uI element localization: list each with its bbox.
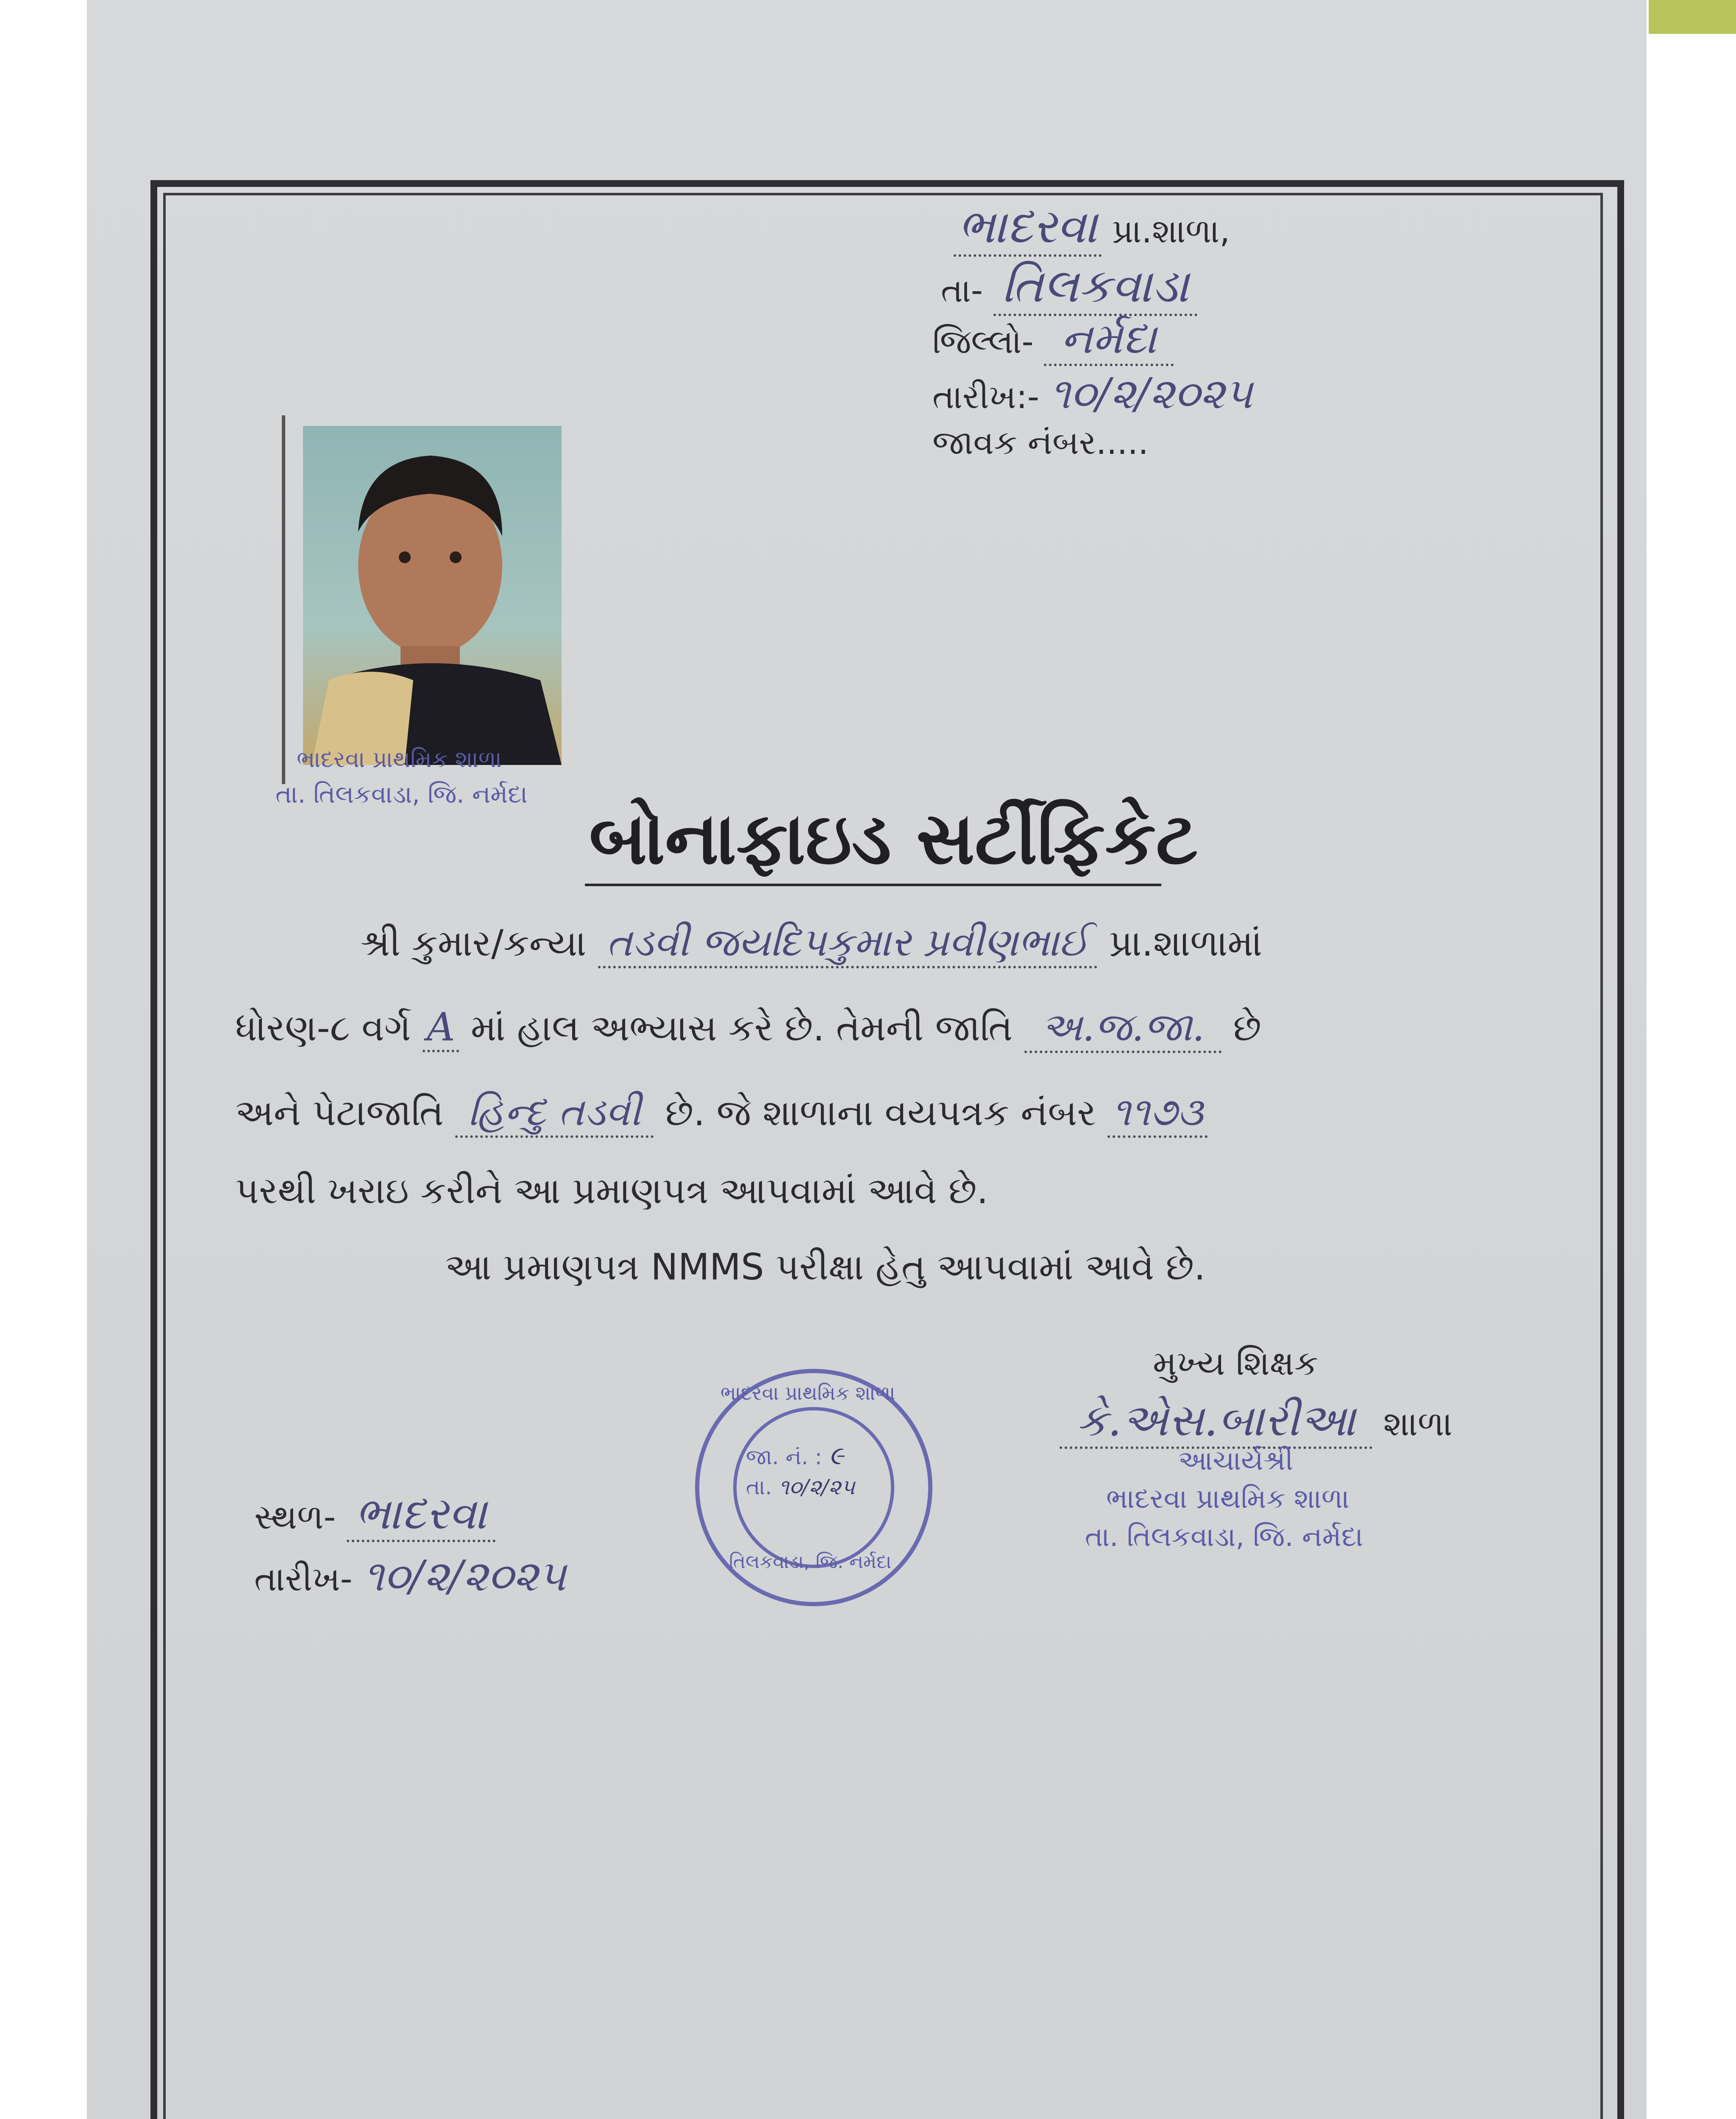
line2-mid: માં હાલ અભ્યાસ કરે છે. તેમની જાતિ	[470, 1007, 1013, 1049]
district-prefix: જિલ્લો-	[932, 323, 1034, 361]
district-value: નર્મદા	[1044, 314, 1174, 366]
taluka-prefix: તા-	[941, 272, 983, 310]
student-photo	[303, 426, 562, 765]
line1-prefix: શ્રી કુમાર/કન્યા	[360, 922, 587, 965]
header-taluka-line	[941, 259, 1197, 316]
division: A	[423, 1004, 459, 1052]
stamp-date-label: તા.	[746, 1475, 772, 1499]
head-teacher-label: મુખ્ય શિક્ષક	[1153, 1343, 1319, 1383]
stamp-date-value: ૧૦/૨/૨૫	[779, 1475, 855, 1499]
school-name: ભાદરવા	[954, 199, 1102, 257]
footer-date-value: ૧૦/૨/૨૦૨૫	[363, 1551, 566, 1601]
place-label: સ્થળ-	[254, 1497, 336, 1537]
stamp-no-label: જા. નં. :	[746, 1445, 822, 1469]
signature-suffix: શાળા	[1383, 1404, 1453, 1443]
header-school-line	[954, 199, 1230, 257]
date-prefix: તારીખ:-	[932, 378, 1039, 416]
line3-mid: છે. જે શાળાના વયપત્રક નંબર	[665, 1092, 1096, 1134]
school-stamp: ભાદરવા પ્રાથમિક શાળા	[1106, 1483, 1349, 1515]
photo-stamp-line2: તા. તિલકવાડા, જિ. નર્મદા	[275, 780, 528, 809]
body-line-5: આ પ્રમાણપત્ર NMMS પરીક્ષા હેતુ આપવામાં આવે છે.	[445, 1246, 1206, 1288]
school-stamp-address: તા. તિલકવાડા, જિ. નર્મદા	[1085, 1521, 1363, 1553]
caste: અ.જ.જા.	[1024, 1004, 1222, 1053]
round-stamp-bottom-text: તિલકવાડા, જિ. નર્મદા	[729, 1551, 892, 1573]
head-signature: કે.એસ.બારીઆ	[1060, 1394, 1372, 1449]
line2-prefix: ધોરણ-૮ વર્ગ	[235, 1007, 411, 1049]
place-value: ભાદરવા	[347, 1488, 495, 1542]
principal-stamp: આચાર્યશ્રી	[1178, 1445, 1294, 1477]
date-value: ૧૦/૨/૨૦૨૫	[1049, 369, 1253, 418]
round-stamp-date	[746, 1475, 855, 1500]
round-stamp-number	[746, 1441, 844, 1471]
register-number: ૧૧૭૩	[1107, 1089, 1207, 1138]
line3-prefix: અને પેટાજાતિ	[235, 1092, 444, 1134]
scan-edge	[1649, 0, 1736, 34]
header-district-line	[932, 314, 1174, 366]
taluka-value: તિલકવાડા	[993, 259, 1197, 316]
line2-suffix: છે	[1233, 1007, 1261, 1049]
line1-suffix: પ્રા.શાળામાં	[1109, 922, 1263, 965]
footer-place-line	[254, 1488, 495, 1542]
body-line-3	[235, 1089, 1207, 1138]
body-line-4: પરથી ખરાઇ કરીને આ પ્રમાણપત્ર આપવામાં આવે છે.	[235, 1170, 988, 1212]
photo-frame-edge	[282, 415, 285, 784]
school-suffix: પ્રા.શાળા,	[1112, 212, 1230, 250]
signature-line	[1060, 1394, 1452, 1449]
header-date-line	[932, 369, 1252, 419]
footer-date-label: તારીખ-	[254, 1559, 353, 1599]
stamp-no-value: ૯	[829, 1441, 844, 1471]
round-stamp-outer-text: ભાદરવા પ્રાથમિક શાળા	[721, 1382, 896, 1404]
title-underline	[585, 884, 1161, 886]
certificate-title: બોનાફાઇડ સર્ટીફિકેટ	[589, 797, 1198, 881]
footer-date-line	[254, 1551, 566, 1601]
outward-number: જાવક નંબર.....	[932, 424, 1149, 462]
subcaste: હિન્દુ તડવી	[455, 1089, 654, 1138]
student-photo-image	[303, 426, 562, 765]
photo-stamp-line1: ભાદરવા પ્રાથમિક શાળા	[297, 746, 502, 773]
body-line-1	[360, 920, 1262, 968]
body-line-2	[235, 1004, 1261, 1053]
student-name: તડવી જયદિપકુમાર પ્રવીણભાઈ	[598, 920, 1098, 968]
